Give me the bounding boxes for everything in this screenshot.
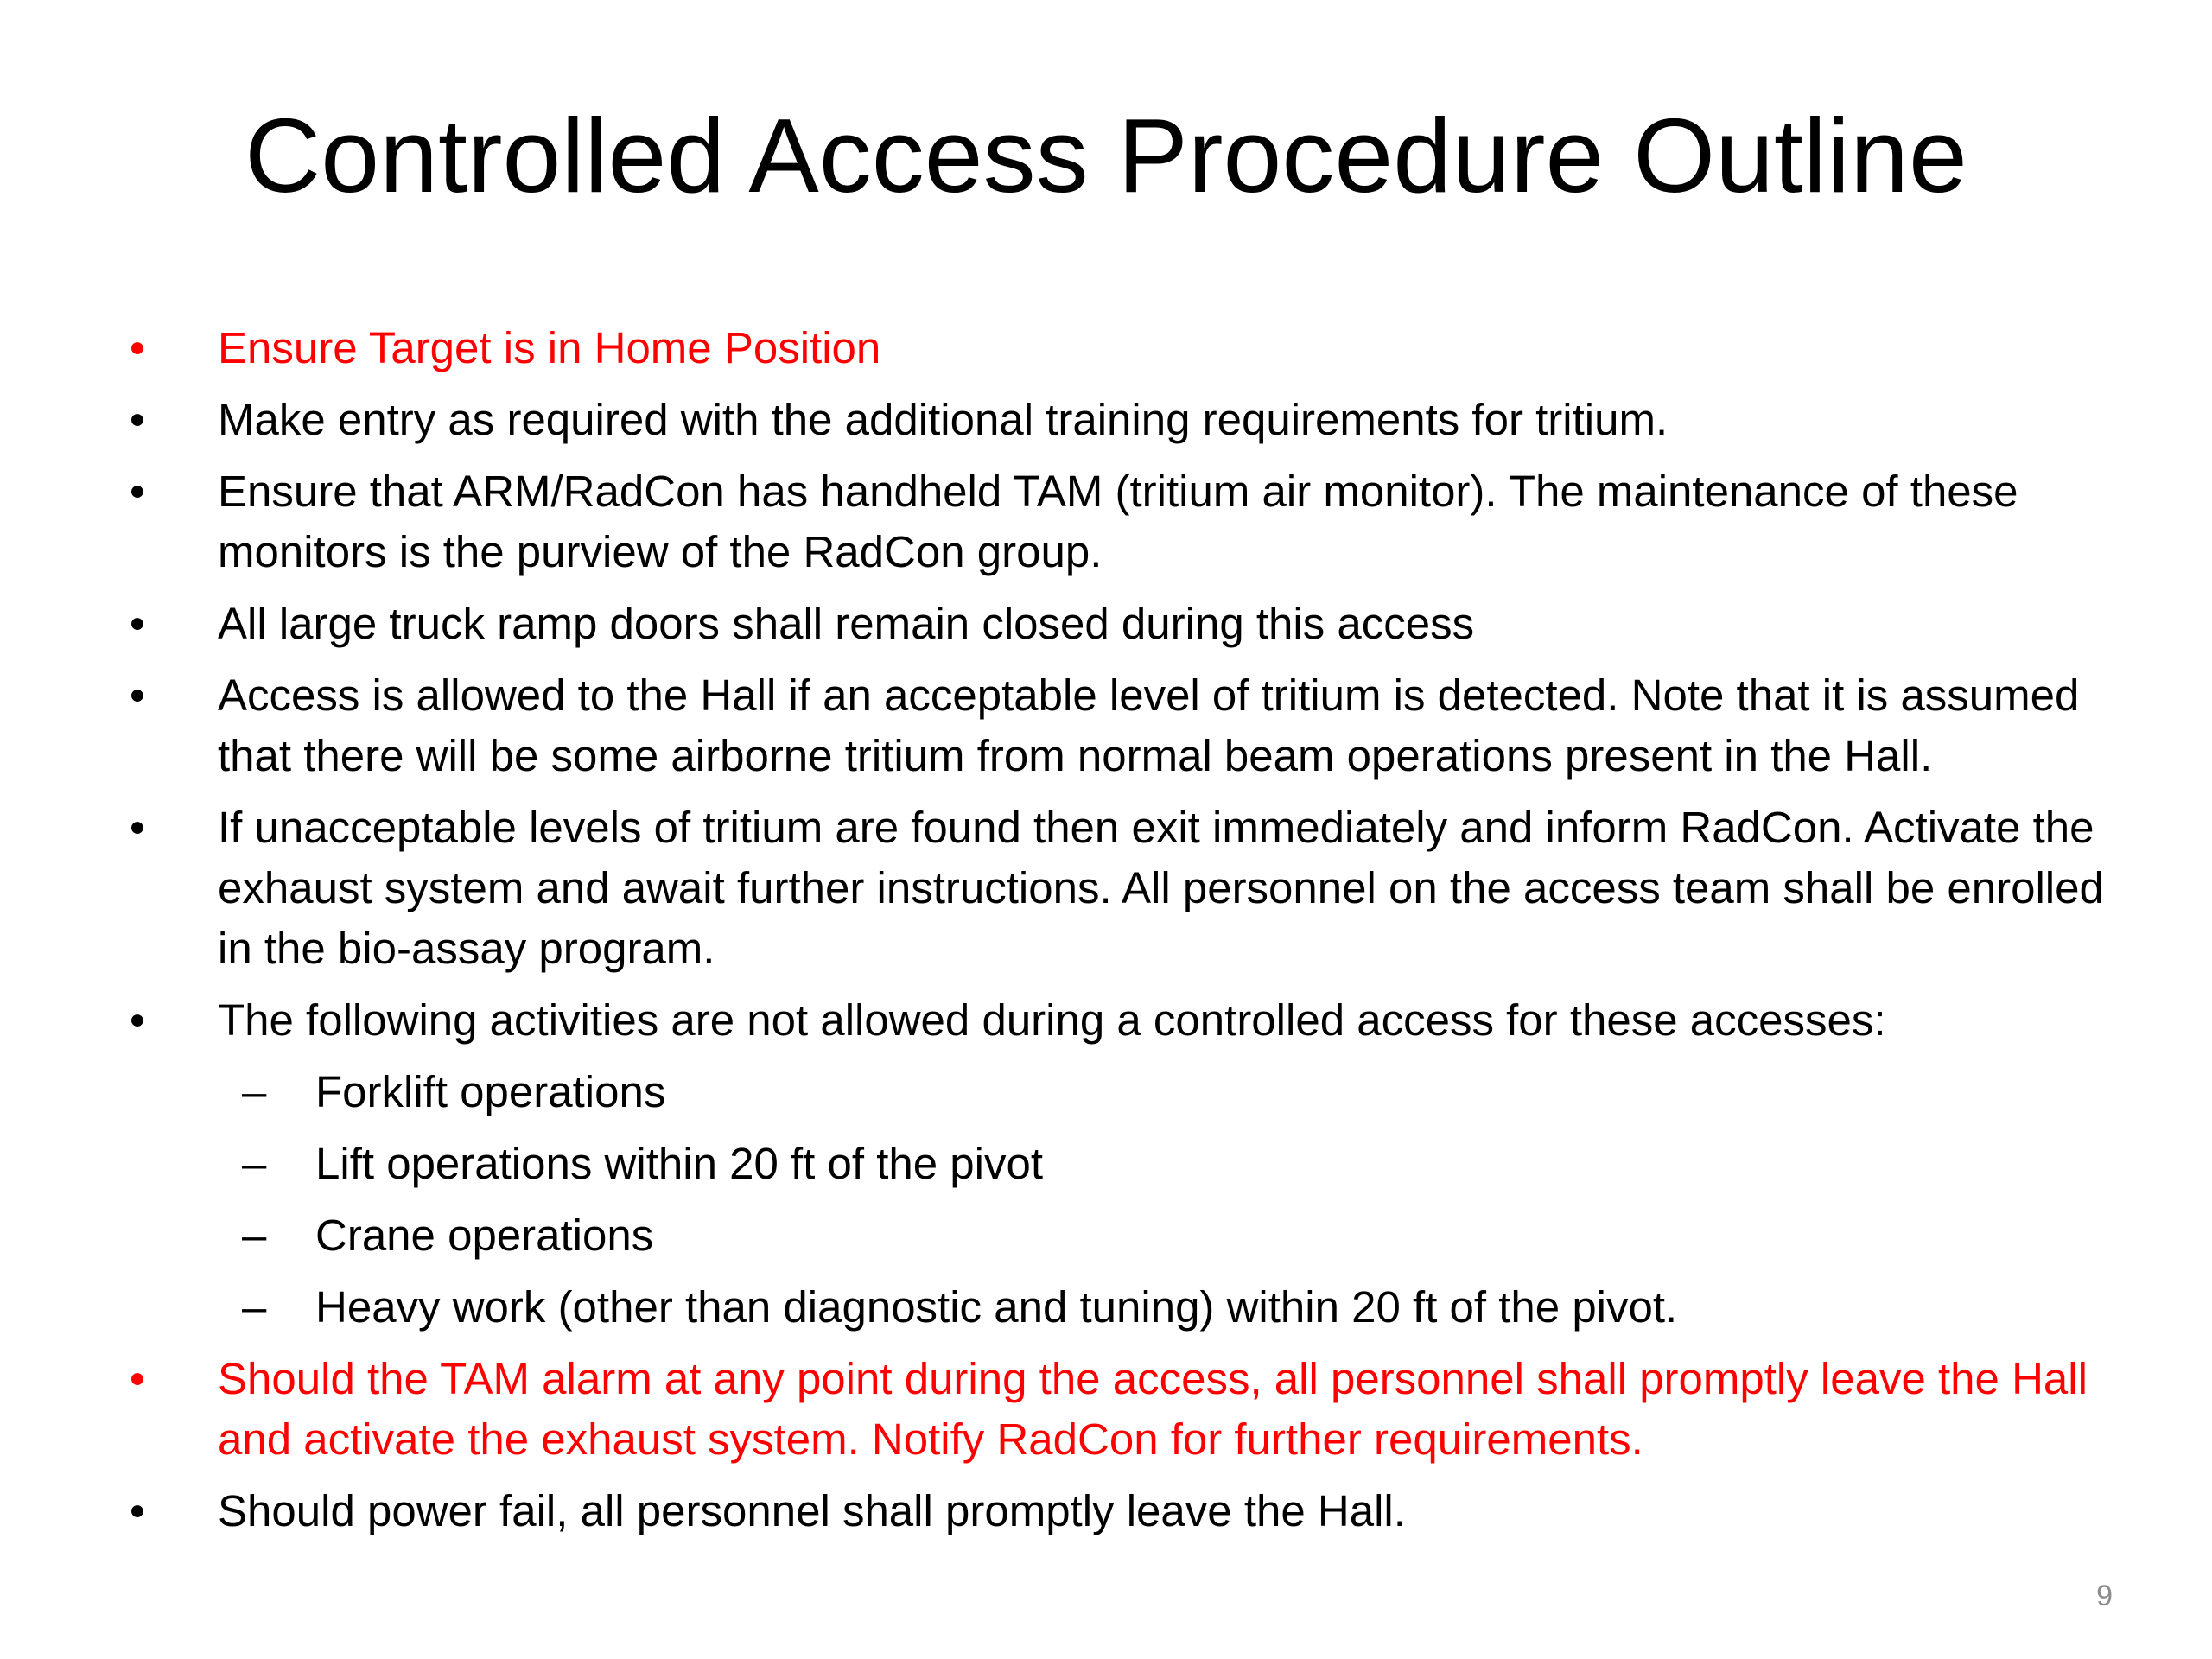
sub-list-item-text: Forklift operations: [315, 1067, 666, 1116]
dash-icon: –: [242, 1282, 267, 1332]
list-item: [130, 798, 2117, 979]
list-item: [130, 665, 2117, 786]
sub-list-item: [130, 1134, 2117, 1194]
list-item: [130, 990, 2117, 1051]
list-item-text: Should the TAM alarm at any point during the access, all personnel shall promptly leave the Hall and activate the exhaust system. Notify RadCon for further requirements.: [218, 1354, 2088, 1464]
bullet-icon: •: [130, 1354, 145, 1403]
bullet-icon: •: [130, 467, 145, 516]
list-item-text: If unacceptable levels of tritium are found then exit immediately and inform RadCon. Activate the exhaust system and await further instructions. All personnel on the access team shall be enrolled in the bio-assay program.: [218, 803, 2104, 973]
list-item-text: Access is allowed to the Hall if an acceptable level of tritium is detected. Note that it is assumed that there will be some airborne tritium from normal beam operations present in the Hall.: [218, 671, 2080, 780]
list-item: [130, 1349, 2117, 1470]
slide-title: Controlled Access Procedure Outline: [245, 97, 1967, 214]
list-item: [130, 594, 2117, 654]
list-item: [130, 1481, 2117, 1541]
bullet-icon: •: [130, 995, 145, 1045]
list-item: [130, 390, 2117, 450]
dash-icon: –: [242, 1139, 267, 1188]
sub-list-item: [130, 1062, 2117, 1122]
bullet-icon: •: [130, 395, 145, 444]
bullet-icon: •: [130, 599, 145, 648]
list-item-text: Ensure Target is in Home Position: [218, 323, 881, 372]
list-item-text: Make entry as required with the additional training requirements for tritium.: [218, 395, 1669, 444]
sub-list-item: [130, 1277, 2117, 1338]
sub-list-item-text: Crane operations: [315, 1211, 654, 1260]
dash-icon: –: [242, 1211, 267, 1260]
list-item-text: All large truck ramp doors shall remain closed during this access: [218, 599, 1475, 648]
sub-list-item-text: Heavy work (other than diagnostic and tuning) within 20 ft of the pivot.: [315, 1282, 1678, 1332]
sub-list-item: [130, 1205, 2117, 1266]
dash-icon: –: [242, 1067, 267, 1116]
page-number: 9: [2096, 1580, 2113, 1612]
bullet-icon: •: [130, 1486, 145, 1535]
sub-list-item-text: Lift operations within 20 ft of the pivot: [315, 1139, 1043, 1188]
list-item-text: Should power fail, all personnel shall promptly leave the Hall.: [218, 1486, 1406, 1535]
list-item-text: The following activities are not allowed during a controlled access for these accesses:: [218, 995, 1886, 1045]
bullet-icon: •: [130, 323, 145, 372]
list-item: [130, 318, 2117, 378]
bullet-icon: •: [130, 803, 145, 852]
list-item-text: Ensure that ARM/RadCon has handheld TAM (tritium air monitor). The maintenance of these monitors is the purview of the RadCon group.: [218, 467, 2018, 576]
list-item: [130, 461, 2117, 582]
bullet-list: [130, 318, 2117, 1553]
bullet-icon: •: [130, 671, 145, 720]
